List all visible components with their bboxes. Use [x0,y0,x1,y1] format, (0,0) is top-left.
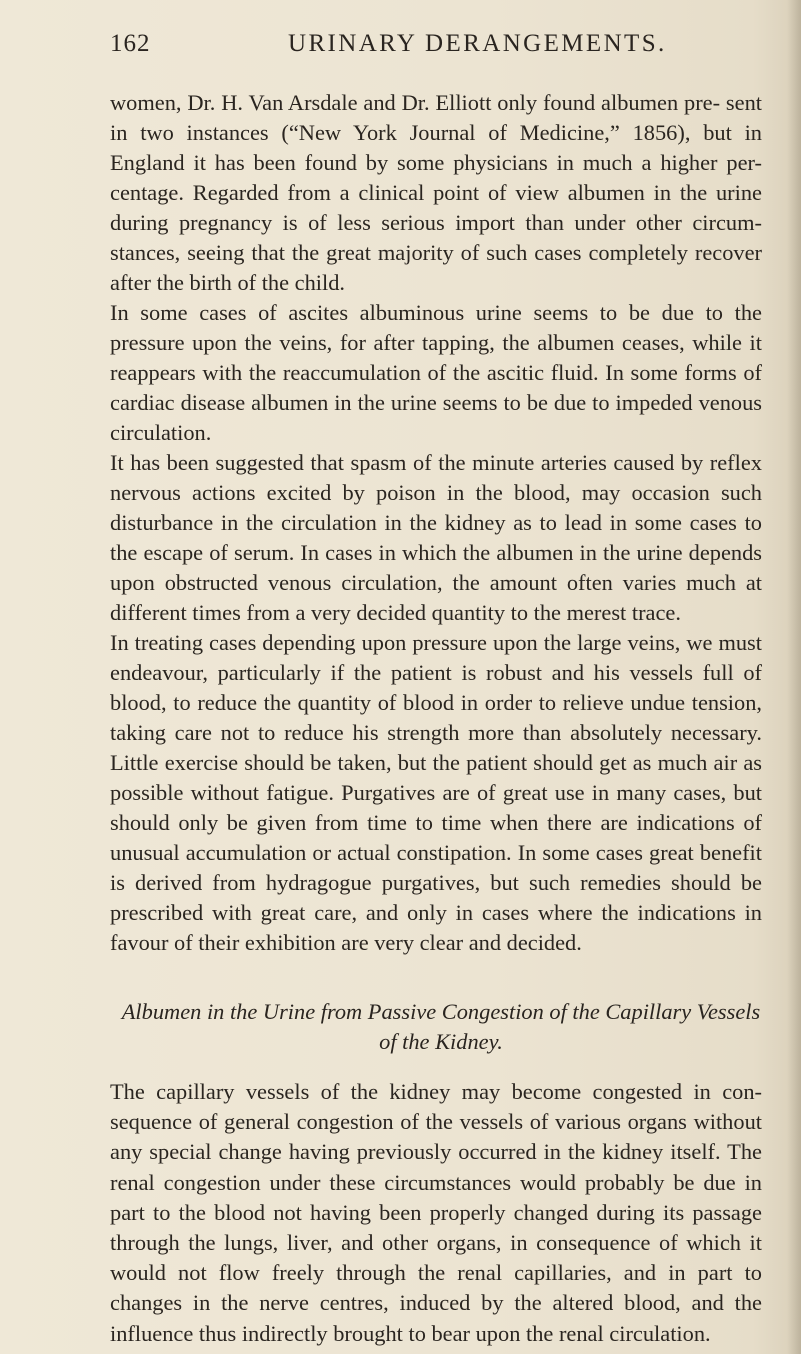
section-heading-line-2: of the Kidney. [379,1029,503,1054]
section-paragraph: The capillary vessels of the kidney may become congested in con- sequence of general congestion of the vessels of various organs without any special change having previously occurred in the kidney itself. The renal congestion under these circumstances would probably be due in part to the blood not having been properly changed during its passage through the lungs, liver, and other organs, in consequence of which it would not flow freely through the renal capillaries, and in part to changes in the nerve centres, induced by the altered blood, and the influence thus indirectly brought to bear upon the renal circulation. [110,1079,762,1346]
page-header [110,30,760,64]
body-text [110,88,762,1349]
section-heading-line-1: Albumen in the Urine from Passive Congestion of the Capillary Vessels [121,999,761,1024]
section-heading [110,997,762,1057]
paragraph-2: In some cases of ascites albuminous urine seems to be due to the pressure upon the veins, for after tapping, the albumen ceases, while it reappears with the reaccumulation of the ascitic fluid. In some forms of cardiac disease albumen in the urine seems to be due to impeded venous circulation. [110,300,762,445]
page-number: 162 [110,30,151,57]
paragraph-3: It has been suggested that spasm of the minute arteries caused by reflex nervous actions excited by poison in the blood, may occasion such disturbance in the circulation in the kidney as to lead in some cases to the escape of serum. In cases in which the albumen in the urine depends upon obstructed venous circulation, the amount often varies much at different times from a very decided quantity to the merest trace. [110,450,762,625]
running-head: URINARY DERANGEMENTS. [288,30,667,57]
paragraph-4: In treating cases depending upon pressure upon the large veins, we must endeavour, particularly if the patient is robust and his vessels full of blood, to reduce the quantity of blood in order to relieve undue tension, taking care not to reduce his strength more than absolutely necessary. Little exercise should be taken, but the patient should get as much air as possible without fatigue. Purgatives are of great use in many cases, but should only be given from time to time when there are indications of unusual accumulation or actual constipation. In some cases great benefit is derived from hydragogue purgatives, but such remedies should be prescribed with great care, and only in cases where the indications in favour of their exhibition are very clear and decided. [110,630,762,955]
page-edge-shadow [787,0,801,1354]
paragraph-1: women, Dr. H. Van Arsdale and Dr. Elliott only found albumen pre- sent in two instances (“New York Journal of Medicine,” 1856), but in England it has been found by some physicians in much a higher per- centage. Regarded from a clinical point of view albumen in the urine during pregnancy is of less serious import than under other circum- stances, seeing that the great majority of such cases completely recover after the birth of the child. [110,90,762,295]
